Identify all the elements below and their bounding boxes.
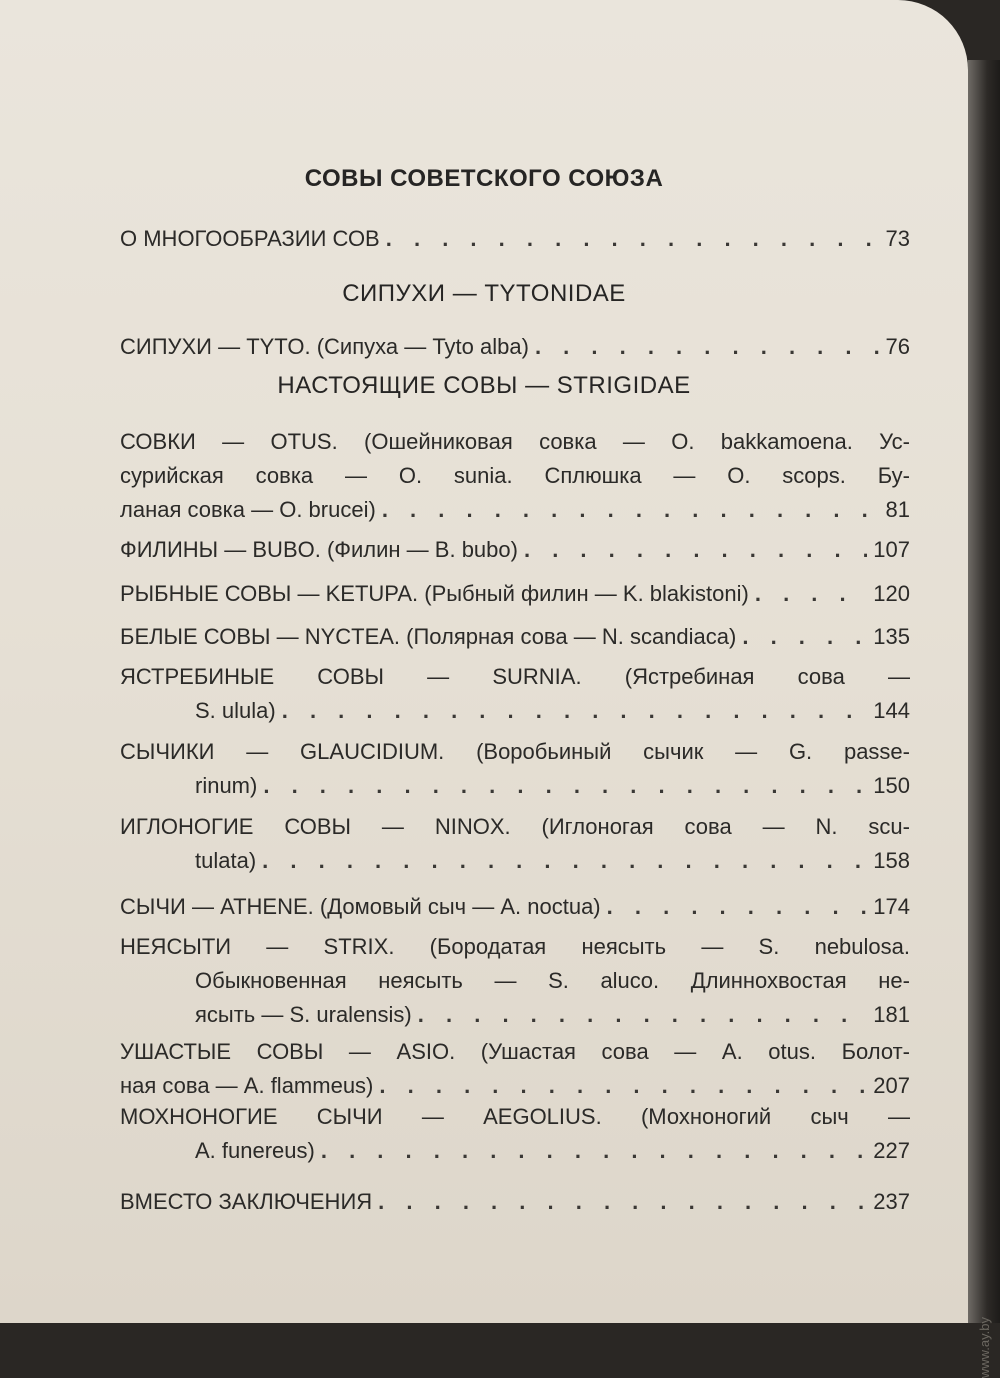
toc-entry-text: ФИЛИНЫ — BUBO. (Филин — B. bubo)	[120, 533, 518, 567]
page-number: 107	[873, 533, 910, 567]
dot-leader	[535, 330, 880, 364]
toc-entry	[120, 735, 910, 803]
dot-leader	[386, 222, 880, 256]
toc-entry-last-line	[120, 1134, 910, 1168]
toc-entry	[120, 1185, 910, 1219]
page-number: 174	[873, 890, 910, 924]
page-number: 120	[873, 577, 910, 611]
dot-leader	[321, 1134, 867, 1168]
toc-entry-last-line	[120, 493, 910, 527]
toc-entry	[120, 1100, 910, 1168]
toc-entry	[120, 330, 910, 364]
toc-entry	[120, 577, 910, 611]
toc-entry-text: rinum)	[195, 769, 257, 803]
page-number: 144	[873, 694, 910, 728]
toc-entry-text: СЫЧИ — ATHENE. (Домовый сыч — A. noctua)	[120, 890, 601, 924]
toc-entry-text: ланая совка — O. brucei)	[120, 493, 376, 527]
toc-entry-last-line	[120, 1185, 910, 1219]
toc-entry-text: ясыть — S. uralensis)	[195, 998, 412, 1032]
page-number: 207	[873, 1069, 910, 1103]
page-number: 81	[886, 493, 910, 527]
page-number: 158	[873, 844, 910, 878]
dot-leader	[263, 769, 867, 803]
dot-leader	[379, 1069, 867, 1103]
toc-entry-last-line	[120, 844, 910, 878]
toc-entry-last-line	[120, 998, 910, 1032]
dot-leader	[282, 694, 868, 728]
toc-entry-last-line	[120, 620, 910, 654]
page-number: 181	[873, 998, 910, 1032]
toc-entry-last-line	[120, 694, 910, 728]
dot-leader	[742, 620, 867, 654]
toc-entry-text: РЫБНЫЕ СОВЫ — KETUPA. (Рыбный филин — K. blakistoni)	[120, 577, 749, 611]
toc-entry-text: tulata)	[195, 844, 256, 878]
book-cover-edge	[968, 60, 1000, 1323]
dot-leader	[418, 998, 868, 1032]
toc-entry	[120, 1035, 910, 1103]
dot-leader	[262, 844, 867, 878]
toc-entry	[120, 890, 910, 924]
toc-entry-line: ИГЛОНОГИЕ СОВЫ — NINOX. (Иглоногая сова — N. scu-	[120, 810, 910, 844]
dot-leader	[755, 577, 867, 611]
toc-entry-line: сурийская совка — O. sunia. Сплюшка — O. scops. Бу-	[120, 459, 910, 493]
dot-leader	[607, 890, 868, 924]
dot-leader	[524, 533, 867, 567]
toc-entry	[120, 222, 910, 256]
toc-entry-text: БЕЛЫЕ СОВЫ — NYCTEA. (Полярная сова — N. scandiaca)	[120, 620, 736, 654]
toc-entry-text: ВМЕСТО ЗАКЛЮЧЕНИЯ	[120, 1185, 372, 1219]
toc-entry	[120, 660, 910, 728]
page-number: 76	[886, 330, 910, 364]
page-number: 73	[886, 222, 910, 256]
toc-entry-last-line	[120, 330, 910, 364]
toc-entry-line: СЫЧИКИ — GLAUCIDIUM. (Воробьиный сычик — G. passe-	[120, 735, 910, 769]
toc-entry-line: МОХНОНОГИЕ СЫЧИ — AEGOLIUS. (Мохноногий сыч —	[120, 1100, 910, 1134]
toc-entry-line: Обыкновенная неясыть — S. aluco. Длиннохвостая не-	[120, 964, 910, 998]
toc-entry	[120, 425, 910, 527]
toc-entry-text: A. funereus)	[195, 1134, 315, 1168]
dot-leader	[378, 1185, 867, 1219]
toc-entry-last-line	[120, 1069, 910, 1103]
toc-entry-last-line	[120, 890, 910, 924]
page-number: 227	[873, 1134, 910, 1168]
family-heading-strigidae: НАСТОЯЩИЕ СОВЫ — STRIGIDAE	[0, 372, 968, 400]
toc-entry-text: О МНОГООБРАЗИИ СОВ	[120, 222, 380, 256]
section-title: СОВЫ СОВЕТСКОГО СОЮЗА	[0, 165, 968, 193]
family-heading-tytonidae: СИПУХИ — TYTONIDAE	[0, 280, 968, 308]
toc-entry	[120, 810, 910, 878]
toc-entry-last-line	[120, 533, 910, 567]
toc-entry-text: СИПУХИ — TYTO. (Сипуха — Tyto alba)	[120, 330, 529, 364]
toc-entry	[120, 620, 910, 654]
toc-entry-line: УШАСТЫЕ СОВЫ — ASIO. (Ушастая сова — A. otus. Болот-	[120, 1035, 910, 1069]
toc-entry-last-line	[120, 769, 910, 803]
page-number: 150	[873, 769, 910, 803]
toc-entry-last-line	[120, 222, 910, 256]
toc-entry	[120, 533, 910, 567]
toc-entry-last-line	[120, 577, 910, 611]
toc-entry-text: S. ulula)	[195, 694, 276, 728]
page-number: 135	[873, 620, 910, 654]
toc-entry-text: ная сова — A. flammeus)	[120, 1069, 373, 1103]
watermark	[977, 1317, 992, 1378]
toc-entry-line: СОВКИ — OTUS. (Ошейниковая совка — O. bakkamoena. Ус-	[120, 425, 910, 459]
page-number: 237	[873, 1185, 910, 1219]
toc-entry-line: НЕЯСЫТИ — STRIX. (Бородатая неясыть — S. nebulosa.	[120, 930, 910, 964]
toc-entry-line: ЯСТРЕБИНЫЕ СОВЫ — SURNIA. (Ястребиная сова —	[120, 660, 910, 694]
dot-leader	[382, 493, 880, 527]
toc-entry	[120, 930, 910, 1032]
